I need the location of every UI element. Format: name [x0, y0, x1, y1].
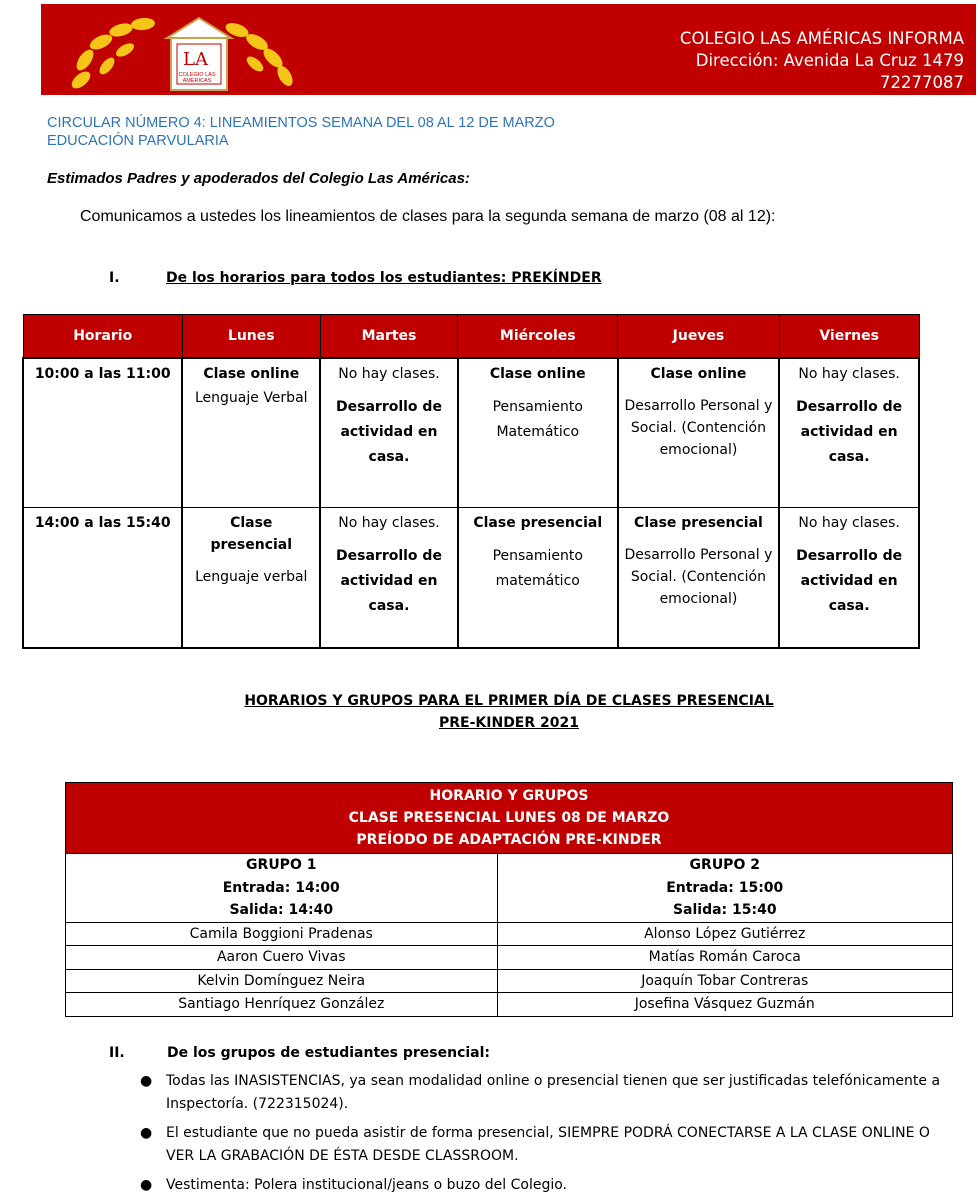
group-2-info: [497, 854, 952, 923]
group-2-entrada: Entrada: 15:00: [666, 879, 784, 896]
schedule-cell: [182, 508, 320, 648]
group-1-salida: Salida: 14:40: [229, 902, 334, 918]
list-item: [140, 1070, 946, 1116]
cell-subject: Desarrollo Personal y Social. (Contención emocional): [624, 547, 773, 607]
schedule-row: [23, 508, 919, 648]
logo-subtext: COLEGIO LAS AMÉRICAS: [178, 72, 216, 84]
groups-header-line: CLASE PRESENCIAL LUNES 08 DE MARZO: [348, 810, 670, 826]
cell-subject: Pensamiento matemático: [492, 548, 583, 589]
list-item: [140, 1122, 946, 1168]
cell-mode: No hay clases.: [338, 365, 440, 382]
schedule-row: [23, 358, 919, 508]
groups-header-row: [66, 783, 953, 854]
cell-mode: Clase presencial: [210, 515, 293, 553]
schedule-time: 14:00 a las 15:40: [23, 508, 182, 648]
cell-subject: Desarrollo de actividad en casa.: [336, 548, 442, 614]
bullet-icon: ●: [140, 1073, 153, 1089]
student-name: Camila Boggioni Pradenas: [66, 922, 498, 946]
groups-header-line: PREÍODO DE ADAPTACIÓN PRE-KINDER: [356, 832, 662, 848]
cell-subject: Desarrollo de actividad en casa.: [796, 548, 903, 614]
list-item: [140, 1174, 946, 1197]
cell-subject: Desarrollo de actividad en casa.: [796, 398, 903, 465]
student-name: Joaquín Tobar Contreras: [497, 969, 952, 993]
schedule-cell: [458, 358, 618, 508]
schedule-time: 10:00 a las 11:00: [23, 358, 182, 508]
groups-header: [66, 783, 953, 854]
institution-name: COLEGIO LAS AMÉRICAS INFORMA: [679, 29, 964, 48]
cell-mode: No hay clases.: [798, 365, 900, 382]
bullet-icon: ●: [140, 1125, 153, 1141]
cell-subject: Desarrollo de actividad en casa.: [336, 398, 442, 465]
schedule-cell: [618, 508, 780, 648]
bullet-text: El estudiante que no pueda asistir de forma presencial, SIEMPRE PODRÁ CONECTARSE A LA CLASE ONLINE O VER LA GRABACIÓN DE ÉSTA DESDE CLASSROOM.: [166, 1125, 930, 1164]
section-2-bullet-list: [140, 1070, 946, 1198]
groups-heading-line-1: HORARIOS Y GRUPOS PARA EL PRIMER DÍA DE CLASES PRESENCIAL: [244, 693, 774, 709]
circular-title: CIRCULAR NÚMERO 4: LINEAMIENTOS SEMANA DEL 08 AL 12 DE MARZO: [47, 115, 555, 131]
group-1-info: [66, 854, 498, 923]
student-name: Alonso López Gutiérrez: [497, 922, 952, 946]
schedule-cell: [618, 358, 780, 508]
section-1-number: I.: [109, 270, 120, 286]
groups-heading-line-2: PRE-KINDER 2021: [439, 715, 579, 731]
schedule-header: Horario: [23, 315, 182, 358]
schedule-header: Lunes: [182, 315, 320, 358]
student-name: Josefina Vásquez Guzmán: [497, 993, 952, 1017]
cell-subject: Desarrollo Personal y Social. (Contención emocional): [624, 397, 773, 458]
group-1-name: GRUPO 1: [246, 857, 317, 873]
schedule-cell: [320, 508, 458, 648]
schedule-cell: [458, 508, 618, 648]
schedule-header: Viernes: [779, 315, 919, 358]
table-row: [66, 969, 953, 993]
logo-text: LA: [183, 49, 208, 70]
intro-paragraph: Comunicamos a ustedes los lineamientos de clases para la segunda semana de marzo (08 al 12):: [80, 208, 776, 225]
group-2-name: GRUPO 2: [689, 857, 760, 873]
circular-subtitle: EDUCACIÓN PARVULARIA: [47, 133, 229, 149]
table-row: [66, 946, 953, 970]
schedule-cell: [779, 508, 919, 648]
cell-mode: Clase online: [489, 365, 586, 382]
section-2-number: II.: [109, 1045, 125, 1061]
institution-address: Dirección: Avenida La Cruz 1479: [695, 51, 964, 70]
student-name: Matías Román Caroca: [497, 946, 952, 970]
table-row: [66, 922, 953, 946]
institution-info: [680, 28, 964, 94]
section-1-title: De los horarios para todos los estudiantes: PREKÍNDER: [166, 270, 602, 286]
schedule-cell: [320, 358, 458, 508]
cell-subject: Pensamiento Matemático: [492, 398, 583, 440]
cell-mode: No hay clases.: [338, 515, 440, 531]
cell-mode: Clase online: [203, 365, 300, 382]
schedule-table: [22, 314, 920, 649]
cell-subject: Lenguaje Verbal: [194, 389, 308, 406]
institution-phone: 72277087: [880, 73, 964, 92]
schedule-header: Miércoles: [458, 315, 618, 358]
student-name: Aaron Cuero Vivas: [66, 946, 498, 970]
circular-title-block: [47, 114, 555, 150]
section-2-title: De los grupos de estudiantes presencial:: [167, 1045, 491, 1061]
cell-mode: No hay clases.: [798, 515, 900, 531]
student-name: Santiago Henríquez González: [66, 993, 498, 1017]
schedule-header: Jueves: [618, 315, 780, 358]
group-2-salida: Salida: 15:40: [672, 902, 777, 918]
cell-mode: Clase online: [650, 365, 747, 382]
table-row: [66, 993, 953, 1017]
cell-mode: Clase presencial: [473, 515, 603, 531]
groups-header-line: HORARIO Y GRUPOS: [429, 788, 589, 804]
schedule-cell: [182, 358, 320, 508]
bullet-text: Todas las INASISTENCIAS, ya sean modalidad online o presencial tienen que ser justificadas telefónicamente a Inspectoría. (722315024).: [166, 1073, 941, 1112]
schedule-cell: [779, 358, 919, 508]
cell-subject: Lenguaje verbal: [195, 569, 308, 585]
groups-info-row: [66, 854, 953, 923]
header-banner: [41, 4, 976, 95]
schedule-header-row: [23, 315, 919, 358]
schedule-header: Martes: [320, 315, 458, 358]
student-name: Kelvin Domínguez Neira: [66, 969, 498, 993]
bullet-icon: ●: [140, 1177, 153, 1193]
group-1-entrada: Entrada: 14:00: [222, 879, 340, 896]
groups-table: [65, 782, 953, 1017]
cell-mode: Clase presencial: [634, 515, 763, 531]
bullet-text: Vestimenta: Polera institucional/jeans o buzo del Colegio.: [166, 1177, 568, 1193]
salutation: Estimados Padres y apoderados del Colegio Las Américas:: [47, 170, 470, 187]
